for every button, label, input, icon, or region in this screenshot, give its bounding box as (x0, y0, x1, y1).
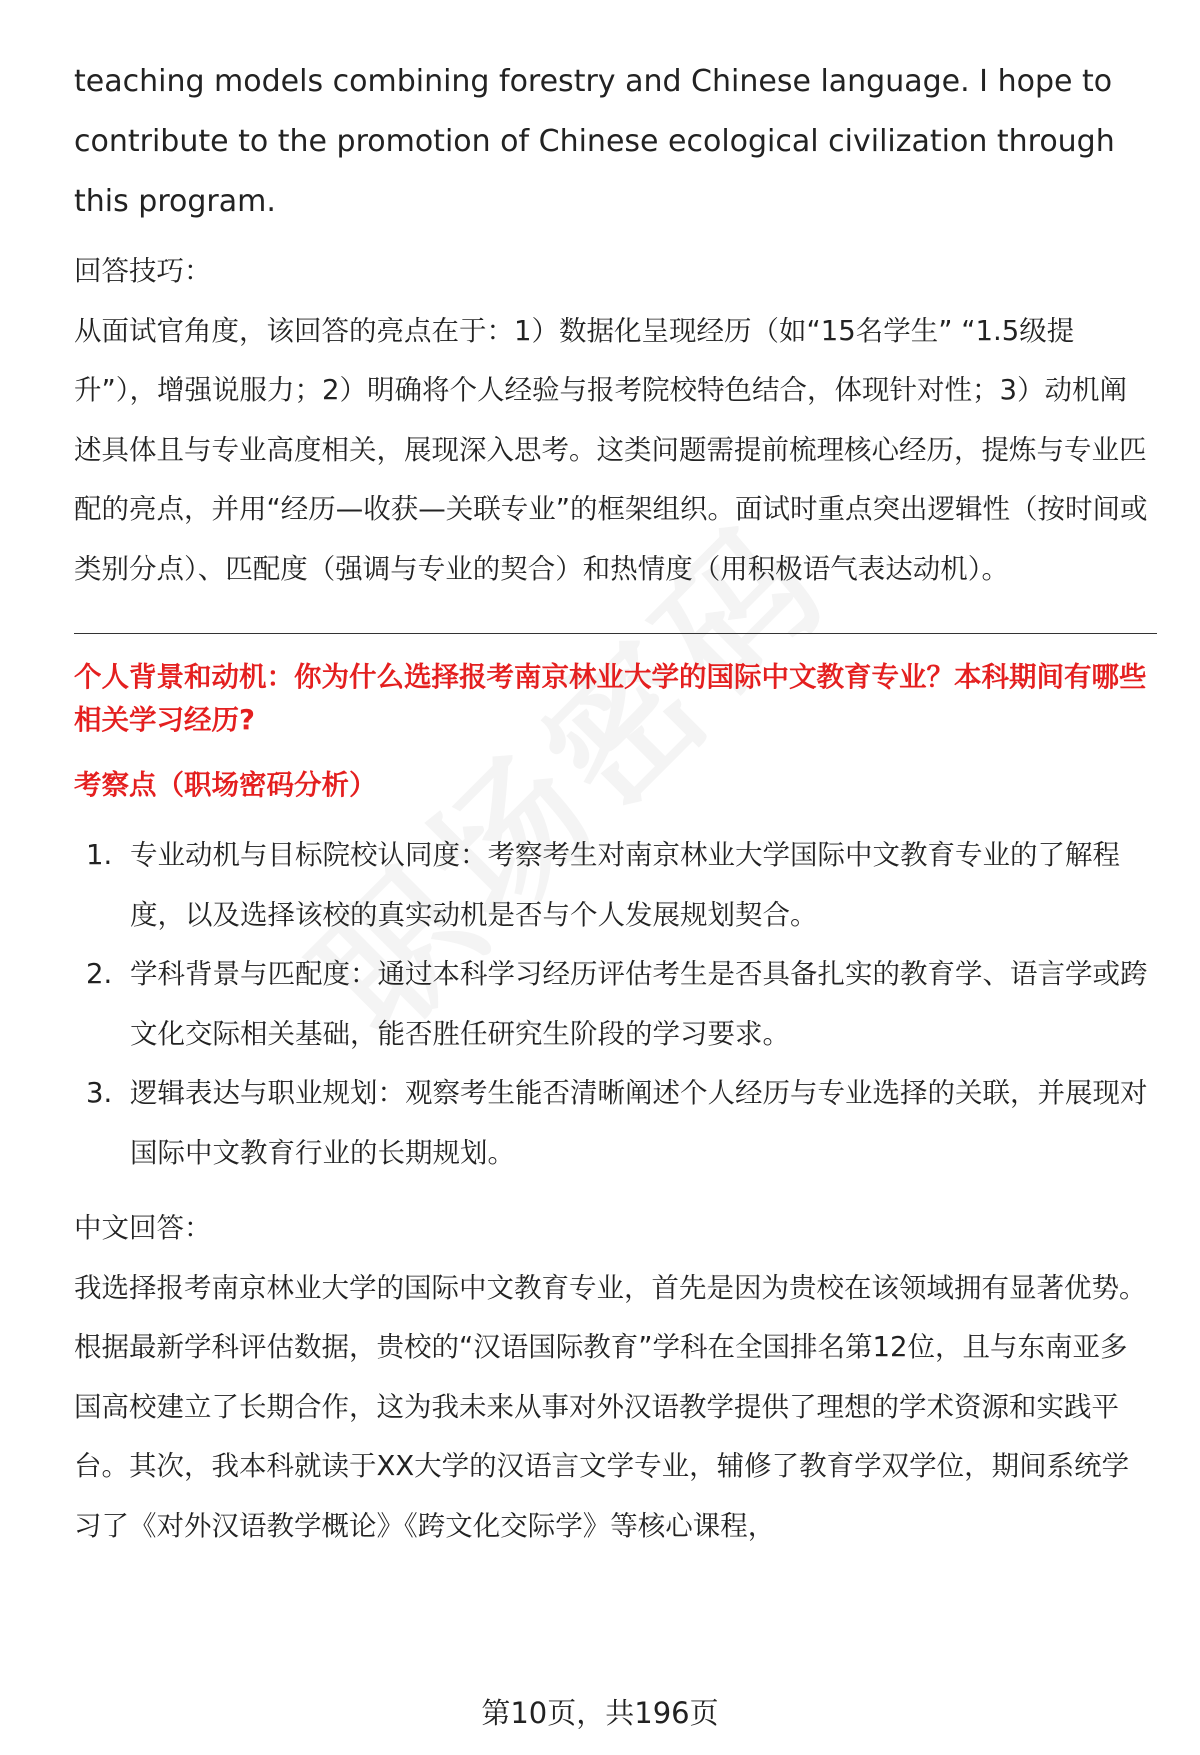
list-item-text: 学科背景与匹配度：通过本科学习经历评估考生是否具备扎实的教育学、语言学或跨文化交际相关基础，能否胜任研究生阶段的学习要求。 (130, 958, 1148, 1050)
page-content (74, 52, 1154, 1556)
analysis-section-label: 考察点（职场密码分析） (74, 769, 377, 801)
english-answer-continuation: teaching models combining forestry and Chinese language. I hope to contribute to the promotion of Chinese ecological civilization through this program. (74, 64, 1115, 219)
list-item-number: 1. (86, 839, 113, 871)
section-divider (74, 633, 1157, 634)
chinese-answer-label: 中文回答： (74, 1212, 212, 1244)
list-item-text: 逻辑表达与职业规划：观察考生能否清晰阐述个人经历与专业选择的关联，并展现对国际中文教育行业的长期规划。 (130, 1077, 1148, 1169)
question-title: 个人背景和动机：你为什么选择报考南京林业大学的国际中文教育专业？本科期间有哪些相关学习经历? (74, 661, 1147, 736)
tips-text: 从面试官角度，该回答的亮点在于：1）数据化呈现经历（如“15名学生” “1.5级提升”），增强说服力；2）明确将个人经验与报考院校特色结合，体现针对性；3）动机阐述具体且与专业高度相关，展现深入思考。这类问题需提前梳理核心经历，提炼与专业匹配的亮点，并用“经历—收获—关联专业”的框架组织。面试时重点突出逻辑性（按时间或类别分点）、匹配度（强调与专业的契合）和热情度（用积极语气表达动机）。 (74, 314, 1148, 585)
tips-label: 回答技巧： (74, 255, 212, 287)
page-number: 第10页，共196页 (481, 1696, 719, 1730)
list-item-text: 专业动机与目标院校认同度：考察考生对南京林业大学国际中文教育专业的了解程度，以及选择该校的真实动机是否与个人发展规划契合。 (130, 839, 1120, 931)
list-item (74, 826, 1154, 945)
analysis-points-list (74, 826, 1154, 1183)
list-item-number: 2. (86, 958, 113, 990)
chinese-answer-text: 我选择报考南京林业大学的国际中文教育专业，首先是因为贵校在该领域拥有显著优势。根据最新学科评估数据，贵校的“汉语国际教育”学科在全国排名第12位，且与东南亚多国高校建立了长期合作，这为我未来从事对外汉语教学提供了理想的学术资源和实践平台。其次，我本科就读于XX大学的汉语言文学专业，辅修了教育学双学位，期间系统学习了《对外汉语教学概论》《跨文化交际学》等核心课程， (74, 1271, 1147, 1542)
spacer (74, 232, 1154, 242)
list-item (74, 1064, 1154, 1183)
list-item (74, 945, 1154, 1064)
list-item-number: 3. (86, 1077, 113, 1109)
spacer (74, 1183, 1154, 1199)
